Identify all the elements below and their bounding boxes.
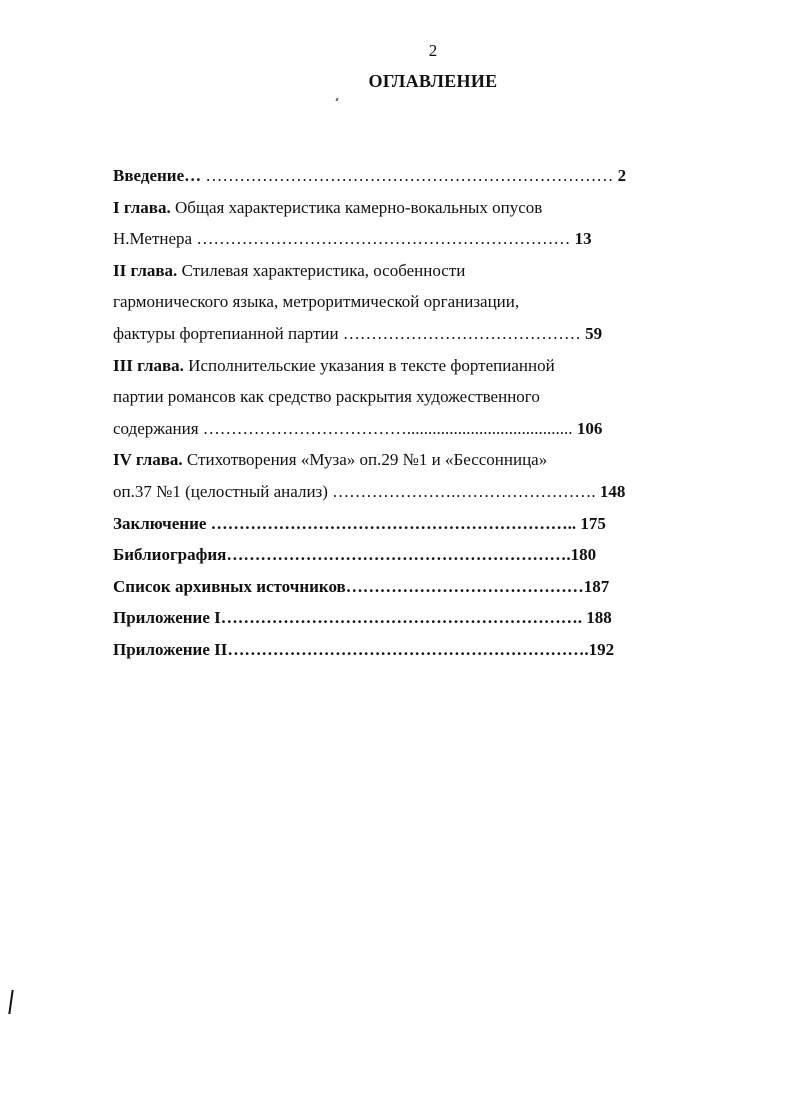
toc-text: содержания ………………………………....................................... bbox=[113, 418, 577, 438]
table-of-contents bbox=[113, 160, 673, 666]
toc-bold-text: I глава. bbox=[113, 197, 171, 217]
toc-bold-text: III глава. bbox=[113, 355, 184, 375]
toc-text: Стихотворения «Муза» оп.29 №1 и «Бессонница» bbox=[182, 450, 548, 470]
toc-text: оп.37 №1 (целостный анализ) ………………….……………………. bbox=[113, 481, 600, 501]
toc-bold-text: II глава. bbox=[113, 260, 178, 280]
toc-bold-text: 106 bbox=[576, 418, 603, 438]
toc-bold-text: Библиография…………………………………………………….180 bbox=[113, 545, 597, 565]
toc-line bbox=[113, 286, 673, 318]
toc-line bbox=[113, 602, 673, 634]
toc-line bbox=[113, 508, 673, 540]
page-number: 2 bbox=[428, 41, 438, 60]
toc-line bbox=[113, 381, 673, 413]
toc-bold-text: Приложение II……………………………………………………….192 bbox=[113, 639, 615, 659]
toc-line bbox=[113, 318, 673, 350]
toc-line bbox=[113, 350, 673, 382]
toc-bold-text: IV глава. bbox=[113, 450, 183, 470]
toc-line bbox=[113, 571, 673, 603]
toc-text: гармонического языка, метроритмической организации, bbox=[113, 292, 520, 312]
toc-line bbox=[113, 476, 673, 508]
page-title: ОГЛАВЛЕНИЕ bbox=[368, 71, 498, 91]
toc-bold-text: 13 bbox=[574, 229, 592, 249]
toc-text: ……………………………………………………………… bbox=[205, 166, 618, 185]
toc-text: Исполнительские указания в тексте фортепианной bbox=[183, 355, 555, 375]
toc-text: Стилевая характеристика, особенности bbox=[177, 260, 466, 280]
toc-bold-text: Заключение ……………………………………………………….. 175 bbox=[113, 513, 606, 533]
toc-bold-text: 2 bbox=[617, 166, 627, 185]
toc-text: фактуры фортепианной партии …………………………………… bbox=[113, 323, 586, 343]
toc-bold-text: 148 bbox=[599, 481, 626, 501]
scan-speck bbox=[335, 98, 338, 101]
toc-line bbox=[113, 255, 673, 287]
toc-line bbox=[113, 413, 673, 445]
toc-line bbox=[113, 539, 673, 571]
toc-line bbox=[113, 192, 673, 224]
toc-bold-text: Список архивных источников……………………………………187 bbox=[113, 576, 610, 596]
toc-text: партии романсов как средство раскрытия художественного bbox=[113, 387, 540, 407]
toc-text: Общая характеристика камерно-вокальных опусов bbox=[170, 197, 543, 217]
toc-bold-text: 59 bbox=[585, 323, 603, 343]
toc-line bbox=[113, 160, 673, 192]
toc-line bbox=[113, 444, 673, 476]
toc-text: Н.Метнера ………………………………………………………… bbox=[113, 229, 575, 249]
toc-bold-text: Приложение I………………………………………………………. 188 bbox=[113, 608, 612, 628]
toc-line bbox=[113, 223, 673, 255]
toc-line bbox=[113, 634, 673, 666]
margin-mark bbox=[8, 990, 13, 1014]
toc-bold-text: Введение… bbox=[113, 166, 206, 185]
